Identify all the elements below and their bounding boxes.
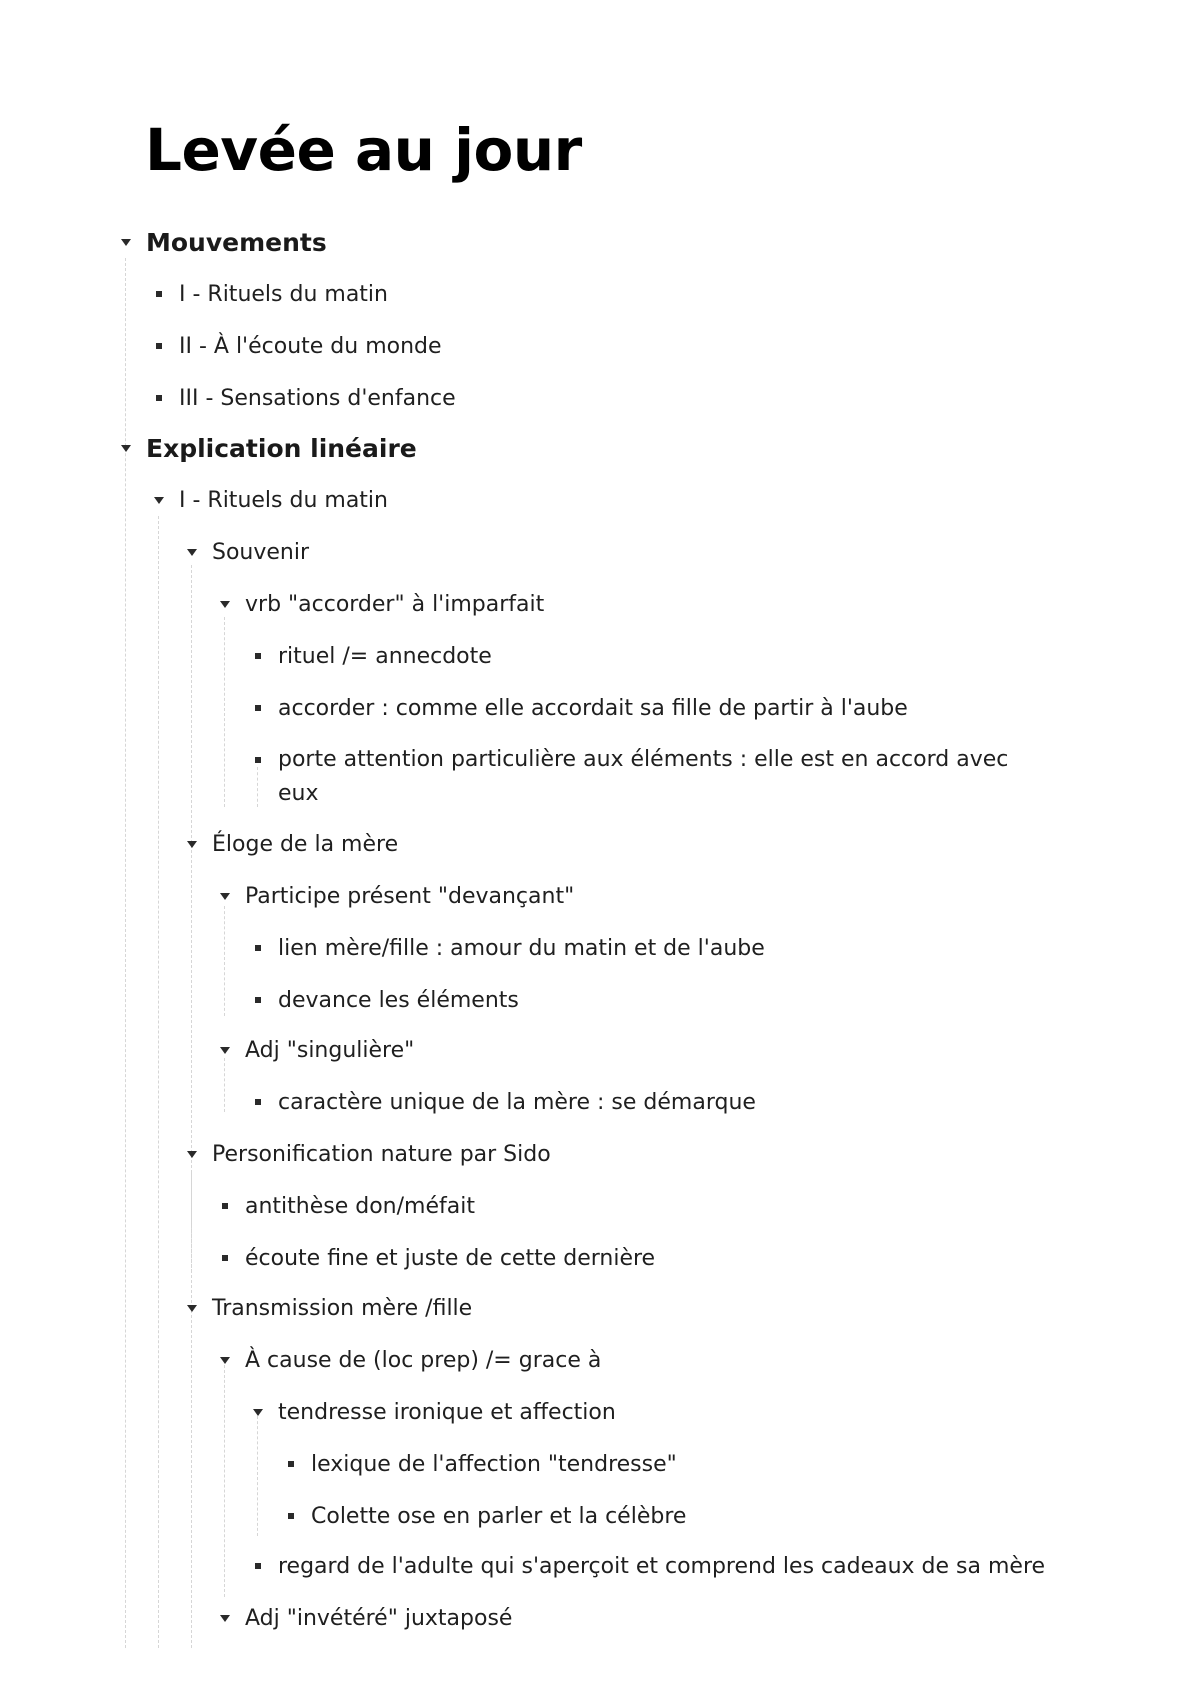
outline-item[interactable]	[245, 1243, 655, 1273]
outline-node[interactable]	[212, 1139, 551, 1169]
indent-guide	[125, 258, 126, 1648]
outline-item[interactable]	[179, 383, 456, 413]
outline-item-text: accorder : comme elle accordait sa fille de partir à l'aube	[278, 695, 908, 721]
outline-node[interactable]	[212, 537, 309, 567]
square-bullet-icon	[222, 1255, 228, 1261]
square-bullet-icon	[288, 1461, 294, 1467]
caret-down-icon	[253, 1409, 263, 1416]
bullet[interactable]	[246, 693, 270, 723]
outline-item-text: vrb "accorder" à l'imparfait	[245, 591, 545, 617]
indent-guide	[191, 1172, 192, 1272]
indent-guide	[224, 1058, 225, 1112]
outline-item-text: regard de l'adulte qui s'aperçoit et comprend les cadeaux de sa mère	[278, 1553, 1046, 1579]
outline-item-text: lien mère/fille : amour du matin et de l'aube	[278, 935, 765, 961]
bullet[interactable]	[213, 1243, 237, 1273]
outline-item-text: écoute fine et juste de cette dernière	[245, 1245, 656, 1271]
collapse-toggle[interactable]	[213, 1035, 237, 1065]
collapse-toggle[interactable]	[213, 1345, 237, 1375]
outline-item-text: Adj "singulière"	[245, 1037, 415, 1063]
outline-item-text: caractère unique de la mère : se démarque	[278, 1089, 756, 1115]
indent-guide	[257, 1416, 258, 1536]
outline-item-text: Transmission mère /fille	[212, 1295, 473, 1321]
square-bullet-icon	[255, 997, 261, 1003]
square-bullet-icon	[156, 343, 162, 349]
collapse-toggle[interactable]	[213, 881, 237, 911]
square-bullet-icon	[255, 1563, 261, 1569]
collapse-toggle[interactable]	[180, 537, 204, 567]
outline-item-text: I - Rituels du matin	[179, 487, 388, 513]
collapse-toggle[interactable]	[213, 1603, 237, 1633]
collapse-toggle[interactable]	[180, 1139, 204, 1169]
collapse-toggle[interactable]	[213, 589, 237, 619]
outline-node[interactable]	[245, 1603, 512, 1633]
outline-node[interactable]	[245, 1035, 414, 1065]
outline-item-text: tendresse ironique et affection	[278, 1399, 616, 1425]
outline-item[interactable]	[179, 331, 442, 361]
indent-guide	[224, 1365, 225, 1597]
bullet[interactable]	[246, 641, 270, 671]
outline-node[interactable]	[278, 1397, 616, 1427]
outline-item-text: Adj "invétéré" juxtaposé	[245, 1605, 513, 1631]
bullet[interactable]	[246, 1551, 270, 1581]
bullet[interactable]	[246, 933, 270, 963]
caret-down-icon	[220, 1357, 230, 1364]
outline-item-text: Éloge de la mère	[212, 831, 399, 857]
square-bullet-icon	[156, 395, 162, 401]
caret-down-icon	[220, 1615, 230, 1622]
outline-node-mouvements[interactable]	[146, 227, 327, 257]
collapse-toggle[interactable]	[180, 829, 204, 859]
outline-item-text: II - À l'écoute du monde	[179, 333, 442, 359]
caret-down-icon	[121, 445, 131, 452]
outline-item[interactable]	[278, 985, 519, 1015]
outline-item[interactable]	[278, 1551, 1045, 1581]
outline-item[interactable]	[311, 1501, 686, 1531]
caret-down-icon	[121, 239, 131, 246]
outline-item[interactable]	[311, 1449, 677, 1479]
bullet[interactable]	[213, 1191, 237, 1221]
bullet[interactable]	[147, 279, 171, 309]
outline-item[interactable]	[278, 693, 908, 723]
collapse-toggle[interactable]	[114, 433, 138, 463]
outline-node-explication[interactable]	[146, 433, 417, 463]
outline-item[interactable]	[278, 641, 492, 671]
bullet[interactable]	[279, 1449, 303, 1479]
square-bullet-icon	[255, 1099, 261, 1105]
collapse-toggle[interactable]	[147, 485, 171, 515]
outline-node[interactable]	[245, 881, 574, 911]
outline-item-text: Souvenir	[212, 539, 310, 565]
collapse-toggle[interactable]	[246, 1397, 270, 1427]
indent-guide	[191, 565, 192, 1648]
caret-down-icon	[220, 893, 230, 900]
caret-down-icon	[187, 1151, 197, 1158]
square-bullet-icon	[255, 705, 261, 711]
outline-node[interactable]	[212, 1293, 472, 1323]
outline-heading: Explication linéaire	[146, 433, 417, 463]
caret-down-icon	[220, 601, 230, 608]
bullet[interactable]	[147, 383, 171, 413]
caret-down-icon	[154, 497, 164, 504]
outline-item[interactable]	[278, 933, 765, 963]
indent-guide	[224, 906, 225, 1016]
square-bullet-icon	[288, 1513, 294, 1519]
bullet[interactable]	[246, 1087, 270, 1117]
collapse-toggle[interactable]	[180, 1293, 204, 1323]
outline-heading: Mouvements	[146, 227, 327, 257]
outline-item-text: III - Sensations d'enfance	[179, 385, 456, 411]
caret-down-icon	[187, 841, 197, 848]
outline-item-text: porte attention particulière aux éléments : elle est en accord avec eux	[278, 747, 1009, 806]
outline-node[interactable]	[179, 485, 388, 515]
outline-node[interactable]	[212, 829, 398, 859]
outline-item-text: rituel /= annecdote	[278, 643, 492, 669]
collapse-toggle[interactable]	[114, 227, 138, 257]
outline-item-text: Personification nature par Sido	[212, 1141, 551, 1167]
outline-item[interactable]	[245, 1191, 475, 1221]
outline-item-text: lexique de l'affection "tendresse"	[311, 1451, 677, 1477]
bullet[interactable]	[147, 331, 171, 361]
square-bullet-icon	[156, 291, 162, 297]
square-bullet-icon	[255, 653, 261, 659]
bullet[interactable]	[246, 745, 270, 775]
page-title: Levée au jour	[145, 116, 582, 184]
bullet[interactable]	[246, 985, 270, 1015]
square-bullet-icon	[255, 757, 261, 763]
outline-item-text: devance les éléments	[278, 987, 519, 1013]
outline-item[interactable]	[179, 279, 388, 309]
outline-item-text: À cause de (loc prep) /= grace à	[245, 1347, 602, 1373]
outline-item[interactable]	[278, 1087, 756, 1117]
outline-item[interactable]	[278, 743, 1038, 811]
outline-item-text: I - Rituels du matin	[179, 281, 388, 307]
outline-item-text: antithèse don/méfait	[245, 1193, 475, 1219]
square-bullet-icon	[222, 1203, 228, 1209]
caret-down-icon	[220, 1047, 230, 1054]
outline-node[interactable]	[245, 1345, 601, 1375]
bullet[interactable]	[279, 1501, 303, 1531]
outline-item-text: Participe présent "devançant"	[245, 883, 575, 909]
square-bullet-icon	[255, 945, 261, 951]
outline-item-text: Colette ose en parler et la célèbre	[311, 1503, 687, 1529]
indent-guide	[224, 617, 225, 807]
indent-guide	[158, 516, 159, 1648]
caret-down-icon	[187, 549, 197, 556]
caret-down-icon	[187, 1305, 197, 1312]
outline-node[interactable]	[245, 589, 544, 619]
